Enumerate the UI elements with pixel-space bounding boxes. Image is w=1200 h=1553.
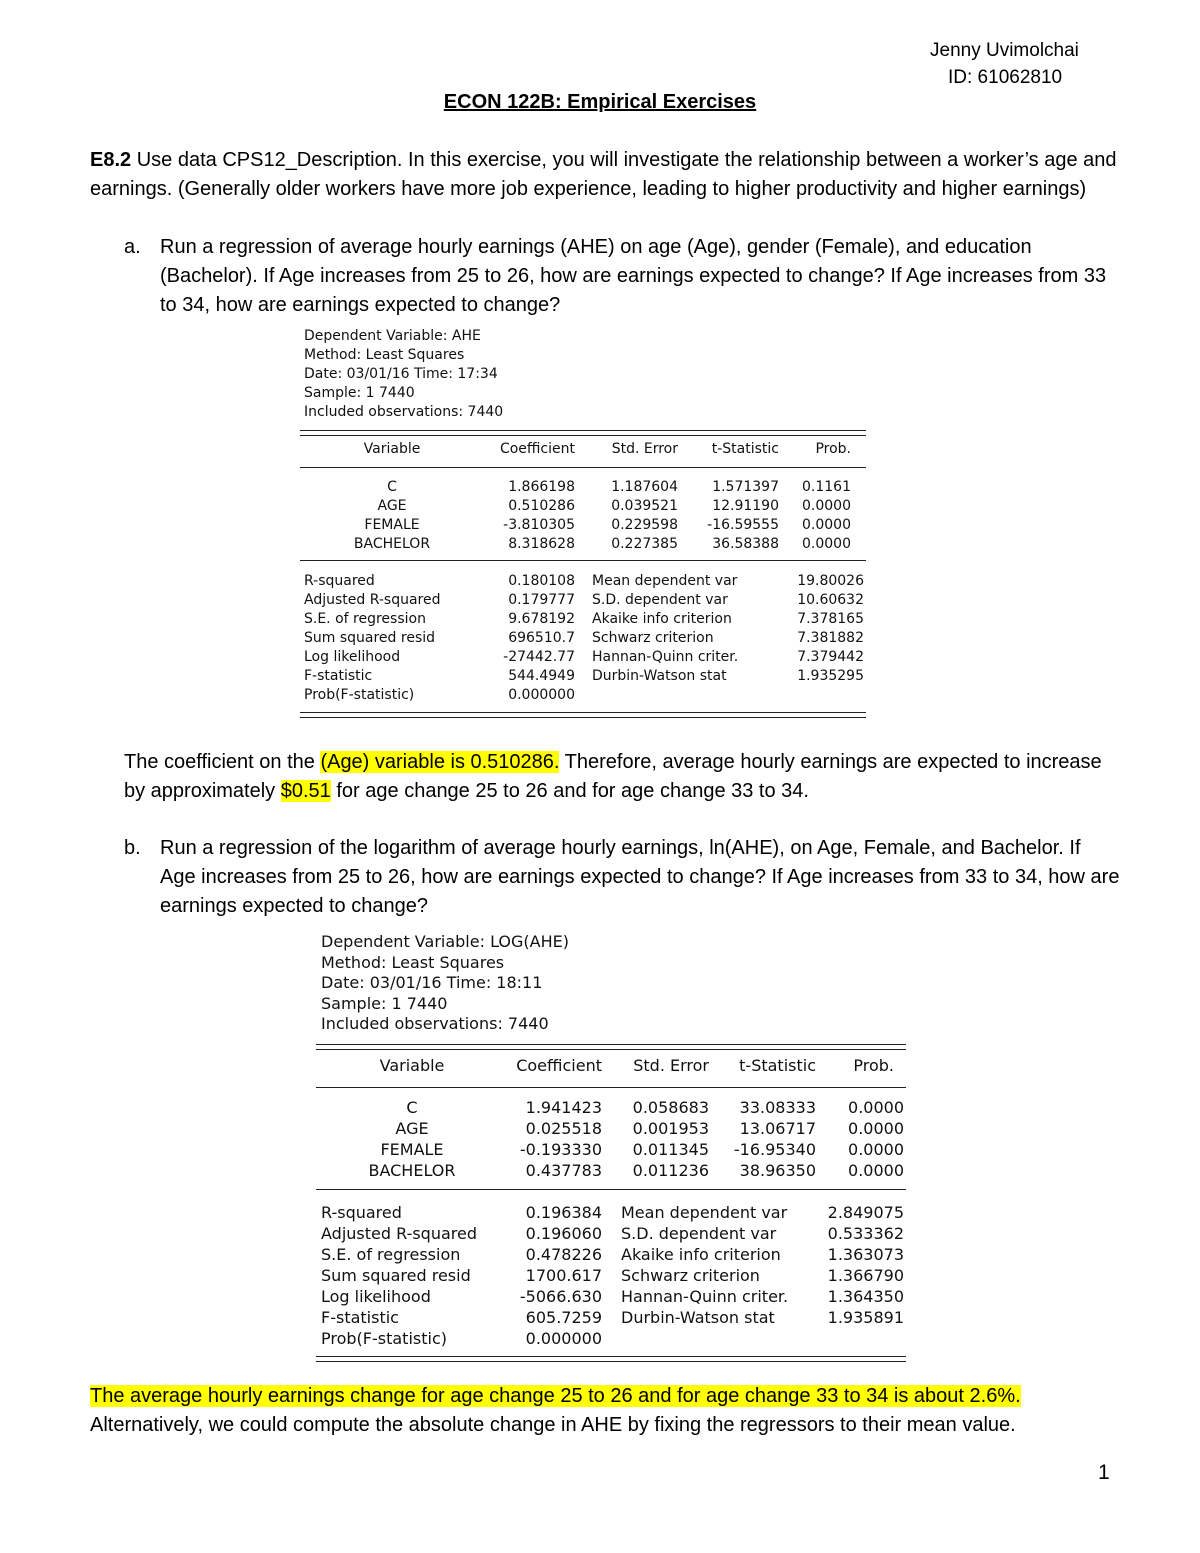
prob-value: 0.1161	[802, 479, 851, 495]
stat-value: 1.935891	[827, 1308, 904, 1327]
stat-label: F-statistic	[321, 1308, 399, 1327]
stat-row	[300, 573, 866, 592]
col-coefficient: Coefficient	[499, 441, 575, 457]
variable-name: C	[406, 1098, 418, 1117]
stat-row	[316, 1329, 906, 1350]
stat-label: Adjusted R-squared	[321, 1224, 478, 1243]
std-error-value: 0.011345	[632, 1140, 709, 1159]
stat-value: 2.849075	[827, 1203, 904, 1222]
stat-value: 1.363073	[827, 1245, 904, 1264]
variable-name: AGE	[395, 1119, 429, 1138]
author-name: Jenny Uvimolchai	[930, 40, 1079, 61]
coef-row-age	[300, 498, 866, 517]
stat-label: F-statistic	[304, 668, 373, 684]
prob-value: 0.0000	[848, 1140, 904, 1159]
stat-value: 7.379442	[797, 649, 864, 665]
col-std-error: Std. Error	[633, 1056, 709, 1075]
exercise-intro-text: Use data CPS12_Description. In this exercise, you will investigate the relationship between a worker’s age and earnings. (Generally older workers have more job experience, leading to higher productivity and higher earnings)	[90, 149, 1117, 200]
part-b-question: Run a regression of the logarithm of average hourly earnings, ln(AHE), on Age, Female, and Bachelor. If Age increases from 25 to 26, how are earnings expected to change? If Age increases from 33 to 34, how are earnings expected to change?	[160, 837, 1120, 917]
coefficient-value: -3.810305	[503, 517, 575, 533]
answer-highlight: $0.51	[280, 780, 331, 802]
variable-name: C	[387, 479, 397, 495]
stat-row	[316, 1203, 906, 1224]
part-b-letter: b.	[124, 837, 141, 859]
coefficient-value: 1.866198	[508, 479, 575, 495]
col-std-error: Std. Error	[611, 441, 678, 457]
prob-value: 0.0000	[802, 536, 851, 552]
stat-label: Hannan-Quinn criter.	[621, 1287, 789, 1306]
stat-row	[316, 1308, 906, 1329]
std-error-value: 0.058683	[632, 1098, 709, 1117]
stat-label: R-squared	[304, 573, 375, 589]
stat-label: S.D. dependent var	[621, 1224, 777, 1243]
stat-label: R-squared	[321, 1203, 402, 1222]
stat-value: 0.000000	[508, 687, 575, 703]
std-error-value: 1.187604	[611, 479, 678, 495]
stat-value: 696510.7	[508, 630, 575, 646]
prob-value: 0.0000	[848, 1098, 904, 1117]
exercise-intro	[90, 146, 1120, 204]
col-coefficient: Coefficient	[516, 1056, 602, 1075]
stat-label: S.E. of regression	[304, 611, 426, 627]
std-error-value: 0.011236	[632, 1161, 709, 1180]
std-error-value: 0.229598	[611, 517, 678, 533]
stat-value: 9.678192	[508, 611, 575, 627]
student-id: ID: 61062810	[948, 67, 1063, 88]
col-prob: Prob.	[815, 441, 851, 457]
stat-value: 0.478226	[525, 1245, 602, 1264]
table-rule	[300, 467, 866, 468]
coef-row-bachelor	[300, 536, 866, 555]
stat-value: -27442.77	[503, 649, 575, 665]
coefficient-value: 0.437783	[525, 1161, 602, 1180]
coef-row-female	[316, 1140, 906, 1161]
stat-value: 0.196060	[525, 1224, 602, 1243]
coef-row-bachelor	[316, 1161, 906, 1182]
stat-value: 1.935295	[797, 668, 864, 684]
variable-name: BACHELOR	[353, 536, 431, 552]
t-statistic-value: -16.95340	[733, 1140, 816, 1159]
header-line: Included observations: 7440	[321, 1014, 549, 1033]
header-line: Dependent Variable: LOG(AHE)	[321, 932, 569, 951]
coefficient-value: 8.318628	[508, 536, 575, 552]
answer-text: The coefficient on the	[124, 751, 321, 773]
stat-label: Prob(F-statistic)	[304, 687, 415, 703]
header-line: Included observations: 7440	[304, 404, 504, 420]
stat-value: 7.381882	[797, 630, 864, 646]
prob-value: 0.0000	[848, 1161, 904, 1180]
stat-row	[316, 1245, 906, 1266]
prob-value: 0.0000	[848, 1119, 904, 1138]
stat-value: 0.179777	[508, 592, 575, 608]
stat-value: 1.364350	[827, 1287, 904, 1306]
page-title: ECON 122B: Empirical Exercises	[443, 91, 757, 113]
stat-label: Log likelihood	[304, 649, 401, 665]
variable-name: FEMALE	[380, 1140, 444, 1159]
stat-label: Adjusted R-squared	[304, 592, 441, 608]
table-rule	[316, 1189, 906, 1190]
std-error-value: 0.227385	[611, 536, 678, 552]
stat-label: S.E. of regression	[321, 1245, 461, 1264]
stat-value: 544.4949	[508, 668, 575, 684]
table-rule	[300, 560, 866, 561]
std-error-value: 0.039521	[611, 498, 678, 514]
stat-label: Akaike info criterion	[621, 1245, 781, 1264]
header-line: Sample: 1 7440	[321, 993, 448, 1013]
stat-label: Hannan-Quinn criter.	[592, 649, 739, 665]
variable-name: FEMALE	[364, 517, 420, 533]
col-t-statistic: t-Statistic	[739, 1056, 816, 1075]
coefficient-value: -0.193330	[519, 1140, 602, 1159]
stat-label: Log likelihood	[321, 1287, 431, 1306]
header-line: Date: 03/01/16 Time: 17:34	[304, 366, 498, 382]
t-statistic-value: 36.58388	[712, 536, 779, 552]
coef-row-c	[300, 479, 866, 498]
answer-highlight: The average hourly earnings change for age change 25 to 26 and for age change 33 to 34 is about 2.6%.	[90, 1385, 1021, 1407]
stat-value: 605.7259	[525, 1308, 602, 1327]
coefficient-value: 1.941423	[525, 1098, 602, 1117]
part-a-answer	[124, 748, 1114, 806]
header-line: Dependent Variable: AHE	[304, 328, 481, 344]
stat-value: -5066.630	[519, 1287, 602, 1306]
stat-row	[300, 592, 866, 611]
t-statistic-value: 38.96350	[739, 1161, 816, 1180]
regression-header	[304, 327, 503, 422]
std-error-value: 0.001953	[632, 1119, 709, 1138]
stat-value: 1700.617	[525, 1266, 602, 1285]
answer-text: for age change 25 to 26 and for age change 33 to 34.	[330, 780, 809, 802]
stat-row	[316, 1287, 906, 1308]
col-t-statistic: t-Statistic	[711, 441, 779, 457]
stat-label: Durbin-Watson stat	[592, 668, 727, 684]
regression-header	[321, 932, 569, 1035]
part-a-question: Run a regression of average hourly earnings (AHE) on age (Age), gender (Female), and education (Bachelor). If Age increases from 25 to 26, how are earnings expected to change? If Age increases from 33 to 34, how are earnings expected to change?	[160, 236, 1107, 316]
stat-value: 7.378165	[797, 611, 864, 627]
header-line: Method: Least Squares	[321, 952, 505, 972]
answer-text: Therefore, average hourly earnings are expected to increase by approximately	[124, 751, 1102, 802]
coefficient-value: 0.025518	[525, 1119, 602, 1138]
coef-row-age	[316, 1119, 906, 1140]
stat-row	[300, 687, 866, 706]
stat-row	[316, 1266, 906, 1287]
part-b-answer-highlight	[90, 1382, 1190, 1411]
t-statistic-value: -16.59555	[707, 517, 779, 533]
t-statistic-value: 12.91190	[712, 498, 779, 514]
stat-label: Schwarz criterion	[621, 1266, 760, 1285]
column-header-row	[300, 441, 866, 460]
stat-value: 19.80026	[797, 573, 864, 589]
table-rule	[300, 712, 866, 718]
stat-label: Sum squared resid	[321, 1266, 471, 1285]
col-variable: Variable	[363, 441, 421, 457]
stat-row	[300, 668, 866, 687]
stat-label: Prob(F-statistic)	[321, 1329, 447, 1348]
stat-row	[300, 649, 866, 668]
table-rule	[316, 1356, 906, 1362]
part-b-answer-tail: Alternatively, we could compute the absolute change in AHE by fixing the regressors to their mean value.	[90, 1414, 1016, 1436]
stat-value: 1.366790	[827, 1266, 904, 1285]
stat-label: Schwarz criterion	[592, 630, 714, 646]
coef-row-c	[316, 1098, 906, 1119]
stat-value: 0.533362	[827, 1224, 904, 1243]
exercise-label: E8.2	[90, 149, 132, 171]
col-variable: Variable	[379, 1056, 445, 1075]
regression-output-ahe	[300, 325, 868, 720]
variable-name: BACHELOR	[368, 1161, 456, 1180]
part-a-letter: a.	[124, 236, 141, 258]
regression-output-log-ahe	[316, 932, 908, 1364]
prob-value: 0.0000	[802, 517, 851, 533]
header-line: Sample: 1 7440	[304, 385, 415, 401]
variable-name: AGE	[377, 498, 407, 514]
t-statistic-value: 13.06717	[739, 1119, 816, 1138]
stat-label: Mean dependent var	[621, 1203, 788, 1222]
stat-value: 10.60632	[797, 592, 864, 608]
stat-row	[316, 1224, 906, 1245]
stat-row	[300, 630, 866, 649]
col-prob: Prob.	[853, 1056, 894, 1075]
stat-row	[300, 611, 866, 630]
page-number: 1	[1098, 1461, 1110, 1484]
t-statistic-value: 1.571397	[712, 479, 779, 495]
stat-label: S.D. dependent var	[592, 592, 728, 608]
answer-highlight: (Age) variable is 0.510286.	[320, 751, 560, 773]
table-rule	[316, 1087, 906, 1088]
coef-row-female	[300, 517, 866, 536]
stat-label: Akaike info criterion	[592, 611, 732, 627]
coefficient-value: 0.510286	[508, 498, 575, 514]
stat-label: Sum squared resid	[304, 630, 436, 646]
stat-value: 0.180108	[508, 573, 575, 589]
stat-value: 0.196384	[525, 1203, 602, 1222]
t-statistic-value: 33.08333	[739, 1098, 816, 1117]
column-header-row	[316, 1056, 906, 1077]
stat-label: Durbin-Watson stat	[621, 1308, 775, 1327]
table-rule	[300, 430, 866, 436]
prob-value: 0.0000	[802, 498, 851, 514]
header-line: Method: Least Squares	[304, 347, 465, 363]
stat-label: Mean dependent var	[592, 573, 738, 589]
stat-value: 0.000000	[525, 1329, 602, 1348]
table-rule	[316, 1044, 906, 1050]
header-line: Date: 03/01/16 Time: 18:11	[321, 973, 543, 992]
